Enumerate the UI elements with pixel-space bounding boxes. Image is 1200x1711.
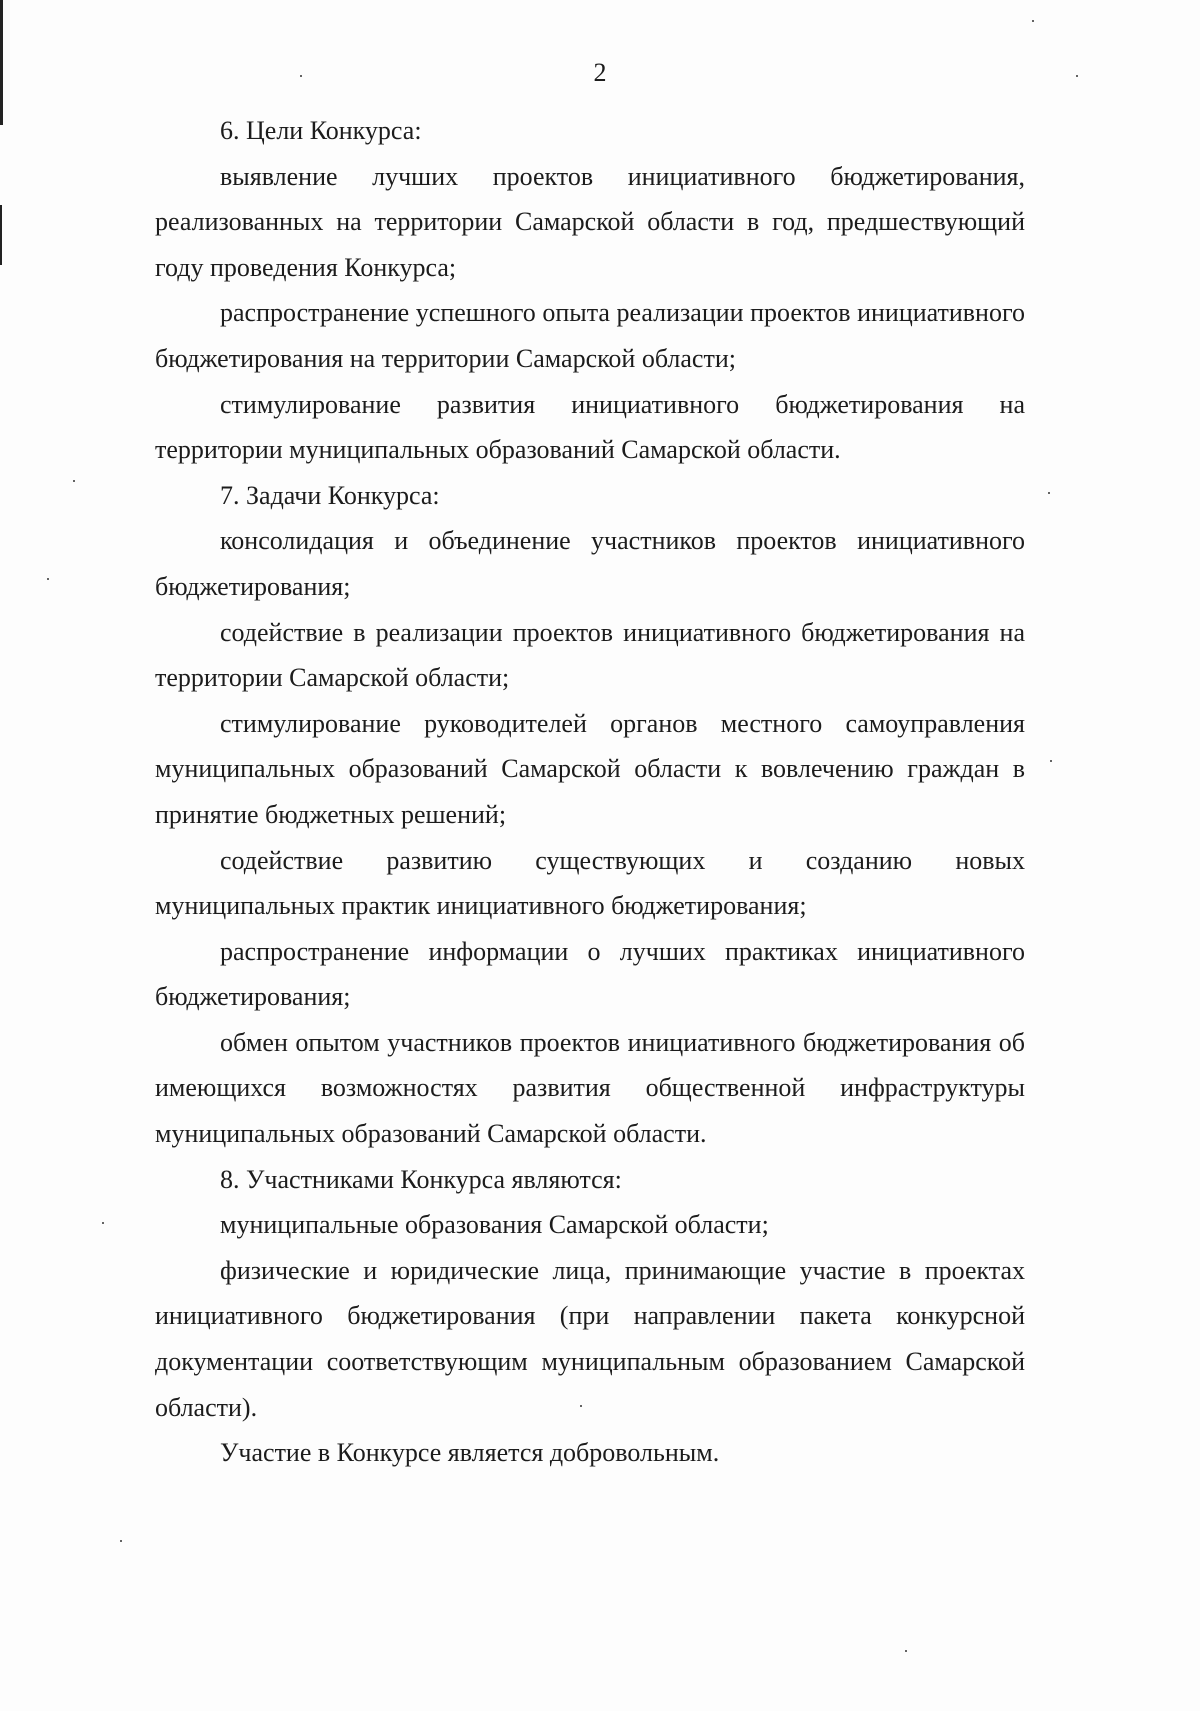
scan-speck bbox=[120, 1540, 122, 1542]
section-heading-participants: 8. Участниками Конкурса являются: bbox=[220, 1164, 622, 1194]
paragraph: выявление лучших проектов инициативного бюджетирования, реализованных на территории Самарской области в год, предшествующий году проведения Конкурса; bbox=[155, 161, 1025, 282]
paragraph: физические и юридические лица, принимающие участие в проектах инициативного бюджетирования (при направлении пакета конкурсной документации соответствующим муниципальным образованием Самарской области). bbox=[155, 1255, 1025, 1422]
paragraph: обмен опытом участников проектов инициативного бюджетирования об имеющихся возможностях развития общественной инфраструктуры муниципальных образований Самарской области. bbox=[155, 1027, 1025, 1149]
paragraph: консолидация и объединение участников проектов инициативного бюджетирования; bbox=[155, 526, 1025, 601]
scan-speck bbox=[73, 480, 75, 482]
scan-speck bbox=[1048, 492, 1050, 494]
paragraph: содействие в реализации проектов инициативного бюджетирования на территории Самарской области; bbox=[155, 617, 1025, 693]
paragraph: содействие развитию существующих и созданию новых муниципальных практик инициативного бюджетирования; bbox=[155, 845, 1025, 921]
section-heading-goals: 6. Цели Конкурса: bbox=[220, 116, 422, 145]
scan-edge-mark bbox=[0, 205, 2, 265]
paragraph: распространение информации о лучших практиках инициативного бюджетирования; bbox=[155, 936, 1025, 1012]
section-heading-tasks: 7. Задачи Конкурса: bbox=[220, 480, 440, 510]
paragraph: муниципальные образования Самарской области; bbox=[220, 1210, 769, 1240]
scan-speck bbox=[1050, 760, 1052, 762]
paragraph: Участие в Конкурсе является добровольным. bbox=[220, 1438, 720, 1468]
paragraph: распространение успешного опыта реализации проектов инициативного бюджетирования на территории Самарской области; bbox=[155, 298, 1025, 373]
document-body bbox=[155, 108, 1025, 1476]
scan-speck bbox=[1076, 75, 1078, 77]
page-number: 2 bbox=[593, 58, 607, 87]
scan-speck bbox=[905, 1650, 907, 1652]
scan-speck bbox=[102, 1222, 104, 1224]
paragraph: стимулирование руководителей органов местного самоуправления муниципальных образований Самарской области к вовлечению граждан в принятие бюджетных решений; bbox=[155, 708, 1025, 829]
scan-speck bbox=[300, 75, 302, 77]
scan-speck bbox=[47, 578, 49, 580]
scan-speck bbox=[1032, 20, 1034, 22]
scan-speck bbox=[580, 1405, 582, 1407]
paragraph: стимулирование развития инициативного бюджетирования на территории муниципальных образований Самарской области. bbox=[155, 389, 1025, 465]
